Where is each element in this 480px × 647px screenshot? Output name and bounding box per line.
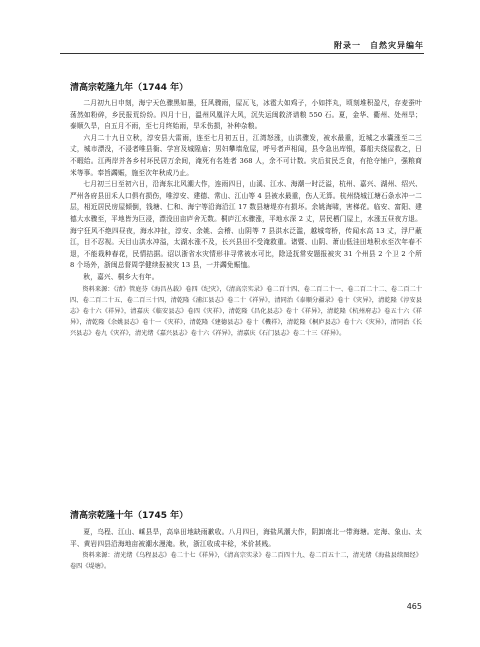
section-body-1745 <box>70 527 422 573</box>
source-note: 资料来源：清光绪《乌程县志》卷二十七《祥异》，《清高宗实录》卷二百四十九、卷二百五十二，清光绪《海盐县续图经》卷四《堤塘》。 <box>70 552 422 571</box>
paragraph: 六月二十九日立秋，淳安县大雷雨，连至七月初五日，江湾怒涨，山洪骤发，被水最重，近城之水囊涨至二三丈，城市漂没，不浸者唯县衙、学宫及城隍庙；男妇攀墙危屋，呼号者声相闻，县令急出库银，募船夫绕屋救之，日不暇给。江两岸并各乡村坏民居万余间，淹死有名姓者 368 人，余不可计数。灾后贫民乏食，有抢夺铺户，强粮商米等事。奉旨蠲赈，施至次年秋成乃止。 <box>70 133 422 177</box>
paragraph: 夏，乌程、江山、嵊县旱，高阜田地缺雨歉收。八月四日，海盐风潮大作，阴卸南北一带海塘。定海、象山、太平、黄岩四县沿海地亩被潮水漫淹。秋，浙江收成丰稔，米价甚贱。 <box>70 528 422 548</box>
section-body-1744 <box>70 98 422 340</box>
paragraph: 秋，嘉兴、桐乡大有年。 <box>83 272 159 281</box>
paragraph: 七月初三日至初六日，沿海东北风潮大作，连雨四日，山溪、江水、海潮一时泛溢，杭州、嘉兴、湖州、绍兴、严州各府县田禾人口俱有损伤，唯淳安、建德、常山、江山等 4 县被水最重，伤人无算。杭州绕城江塘石条水冲一二层，相近居民房屋倾倒，钱塘、仁和、海宁等沿海沿江 17 数县塘堤亦有损坏。余姚海啸，害梯花。临安、富阳、建德大水骤至，平地皆为巨浸，漂没田亩庐舍无数。桐庐江水骤涨，平地水深 2 丈，居民栖门屋上，水涨五昼夜方退。海宁狂风不绝四昼夜，海水冲扯，淳安、余姚、会稽、山阴等 7 县洪水泛滥，越城弯桥，传闻水高 13 丈，浮尸蔽江，目不忍视。天目山洪水冲溢，太湖水涨不及，长兴县田不受淹救重。诸暨、山阴、萧山低洼田地积水至次年春不退，不能栽种春花，民情拮据。诏以浙省水灾情形非寻常被水可比，除迳抚常安题报被灾 31 个州县 2 个卫 2 个所 8 个场外，浙闽总督周学健续报被灾 13 县，一并蠲免赈恤。 <box>70 180 422 270</box>
section-title-1745: 清高宗乾隆十年（1745 年） <box>70 511 189 521</box>
source-note: 资料来源：《清》管庭芬《海昌丛载》卷四《纪灾》，《清高宗实录》卷二百十四、卷二百二十一、卷二百二十二、卷二百二十四、卷二百二十五、卷二百三十四，清乾隆《浦江县志》卷二十《祥异》，清同治《泰顺分疆录》卷十《灾异》，清乾隆《淳安县志》卷十六《祥异》，清嘉庆《临安县志》卷四《灾祥》，清乾隆《昌化县志》卷十《祥异》，清乾隆《杭州府志》卷五十六《祥异》，清乾隆《余姚县志》卷十一《灾祥》，清乾隆《建德县志》卷十《機祥》，清乾隆《桐庐县志》卷十六《灾异》，清同治《长兴县志》卷九《灾祥》，清光绪《嘉兴县志》卷十六《祥异》，清嘉庆《石门县志》卷二十三《祥异》。 <box>70 285 422 338</box>
running-head: 附录一 自然灾异编年 <box>334 41 424 50</box>
paragraph: 二月初九日申刻，海宁天色骤黑如墨，狂风骤雨，屋瓦飞，冰雹大如鸡子，小如拌丸，顷刻堆积盈尺，存麦蚕叶荡然如粉碎，乡民报荒纷纷。四月十日，温州风凰洋大风，沉失运闽救济谱粮 550 石。夏，金华、衢州、处州旱；泰顺久旱，自五月不雨，至七月终始雨，旱禾伤损，补种杂粮。 <box>70 99 422 131</box>
header-rule <box>60 53 424 54</box>
page-number: 465 <box>406 602 422 611</box>
section-title-1744: 清高宗乾隆九年（1744 年） <box>70 83 189 93</box>
